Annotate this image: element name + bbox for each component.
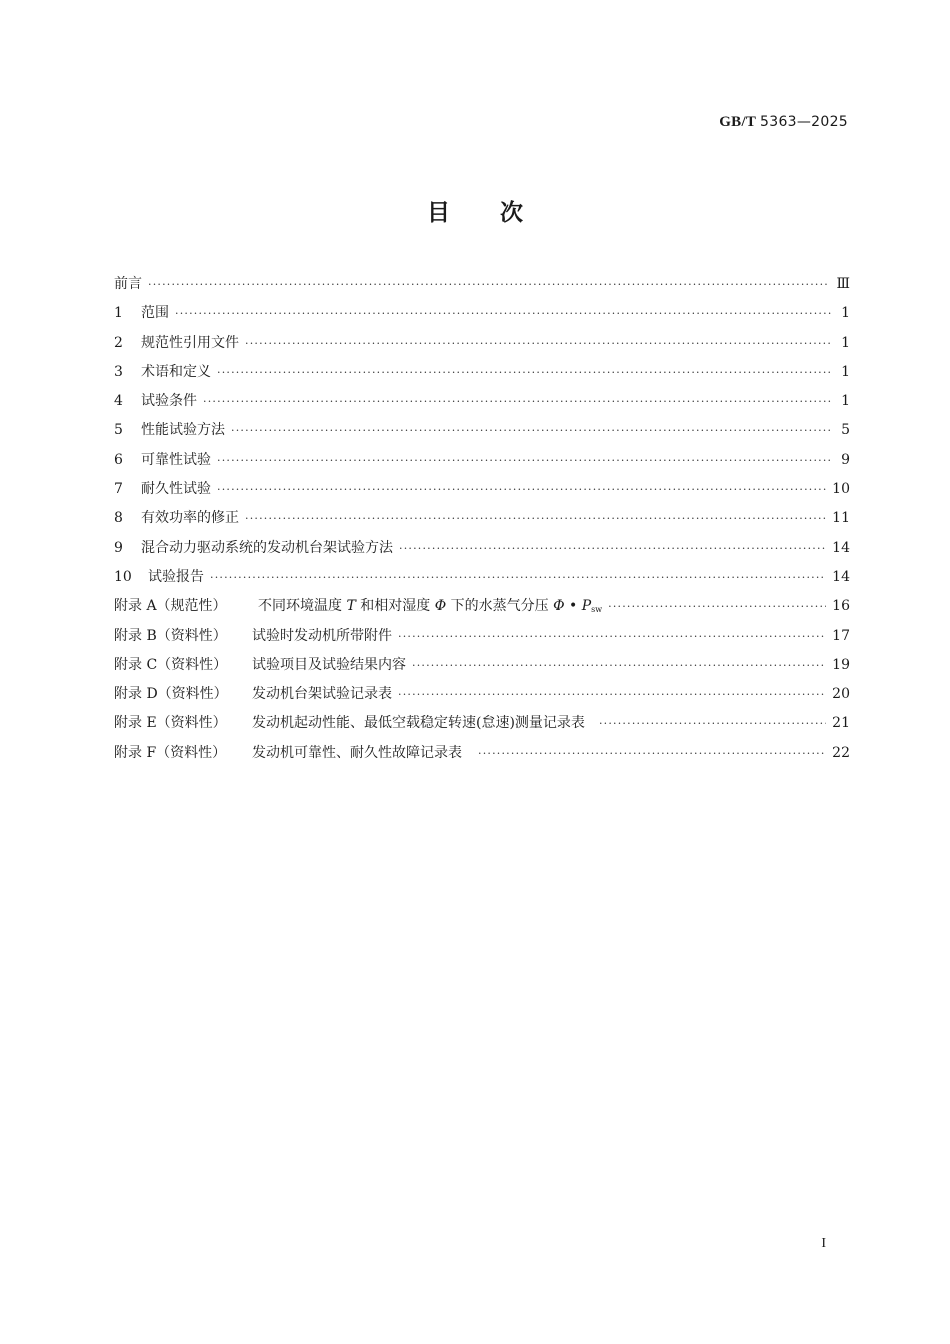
toc-page: 1 [841,334,850,351]
toc-number: 1 [114,305,123,322]
toc-page: Ⅲ [836,276,850,292]
toc-annex-number: 附录 D（资料性） [114,686,228,703]
table-of-contents [114,270,850,768]
toc-page: 20 [832,686,850,703]
toc-leader [203,387,832,416]
toc-page: 1 [841,305,850,322]
toc-page: 9 [841,451,850,468]
toc-label: 试验报告 [148,568,204,585]
toc-entry-annex-b[interactable] [114,622,850,651]
toc-entry-1[interactable] [114,299,850,328]
toc-leader [217,446,832,475]
toc-entry-annex-c[interactable] [114,651,850,680]
toc-label: 范围 [141,305,169,322]
title-char-1: 目 [427,200,450,226]
toc-entry-annex-a[interactable] [114,592,850,621]
toc-annex-number: 附录 E（资料性） [114,715,227,732]
toc-entry-annex-d[interactable] [114,680,850,709]
toc-leader [175,299,832,328]
toc-leader [148,270,830,299]
toc-entry-annex-e[interactable] [114,709,850,738]
toc-page: 10 [832,481,850,498]
toc-entry-9[interactable] [114,534,850,563]
toc-entry-3[interactable] [114,358,850,387]
toc-label: 有效功率的修正 [141,510,239,527]
toc-page: 5 [841,422,850,439]
toc-label: 试验项目及试验结果内容 [252,656,406,673]
toc-label: 不同环境温度 T 和相对湿度 Φ 下的水蒸气分压 Φ • $P_{sw}$ [258,598,603,615]
footer-page-number: I [821,1236,826,1251]
toc-annex-number: 附录 C（资料性） [114,656,228,673]
toc-entry-foreword[interactable] [114,270,850,299]
toc-label: 规范性引用文件 [141,334,239,351]
toc-label: 前言 [114,276,142,292]
toc-page: 1 [841,393,850,410]
toc-label: 发动机台架试验记录表 [252,686,392,703]
toc-leader [599,709,826,738]
toc-entry-8[interactable] [114,504,850,533]
toc-annex-number: 附录 F（资料性） [114,744,227,761]
toc-page: 21 [832,715,850,732]
toc-entry-2[interactable] [114,329,850,358]
toc-number: 6 [114,451,123,468]
title-char-2: 次 [500,200,523,226]
toc-entry-4[interactable] [114,387,850,416]
toc-entry-annex-f[interactable] [114,739,850,768]
toc-entry-5[interactable] [114,416,850,445]
toc-label: 耐久性试验 [141,481,211,498]
toc-number: 10 [114,568,132,585]
toc-label: 术语和定义 [141,363,211,380]
toc-annex-number: 附录 B（资料性） [114,627,227,644]
toc-leader [217,358,832,387]
toc-leader [478,739,826,768]
toc-number: 4 [114,393,123,410]
toc-label: 发动机起动性能、最低空载稳定转速(怠速)测量记录表 [252,715,585,732]
toc-entry-7[interactable] [114,475,850,504]
toc-label: 可靠性试验 [141,451,211,468]
toc-number: 7 [114,481,123,498]
toc-leader [398,680,826,709]
toc-number: 3 [114,363,123,380]
standard-code: 5363—2025 [760,114,848,130]
toc-entry-10[interactable] [114,563,850,592]
toc-label: 试验时发动机所带附件 [252,627,392,644]
toc-leader [398,622,826,651]
toc-number: 2 [114,334,123,351]
toc-leader [245,504,826,533]
toc-number: 5 [114,422,123,439]
toc-leader [412,651,826,680]
toc-leader [245,329,832,358]
toc-number: 9 [114,539,123,556]
toc-label: 性能试验方法 [141,422,225,439]
toc-label: 混合动力驱动系统的发动机台架试验方法 [141,539,393,556]
toc-leader [217,475,826,504]
toc-page: 22 [832,744,850,761]
toc-page: 14 [832,568,850,585]
toc-page: 17 [832,627,850,644]
toc-page: 1 [841,363,850,380]
toc-page: 16 [832,598,850,615]
page-title [0,194,950,227]
toc-page: 11 [832,510,850,527]
standard-prefix: GB/T [719,114,756,130]
toc-number: 8 [114,510,123,527]
toc-page: 14 [832,539,850,556]
standard-number [719,114,848,131]
toc-label: 发动机可靠性、耐久性故障记录表 [252,744,462,761]
toc-leader [608,592,826,621]
toc-leader [399,534,826,563]
toc-annex-number: 附录 A（规范性） [114,598,227,615]
toc-leader [231,416,832,445]
toc-leader [210,563,826,592]
toc-entry-6[interactable] [114,446,850,475]
toc-page: 19 [832,656,850,673]
toc-label: 试验条件 [141,393,197,410]
